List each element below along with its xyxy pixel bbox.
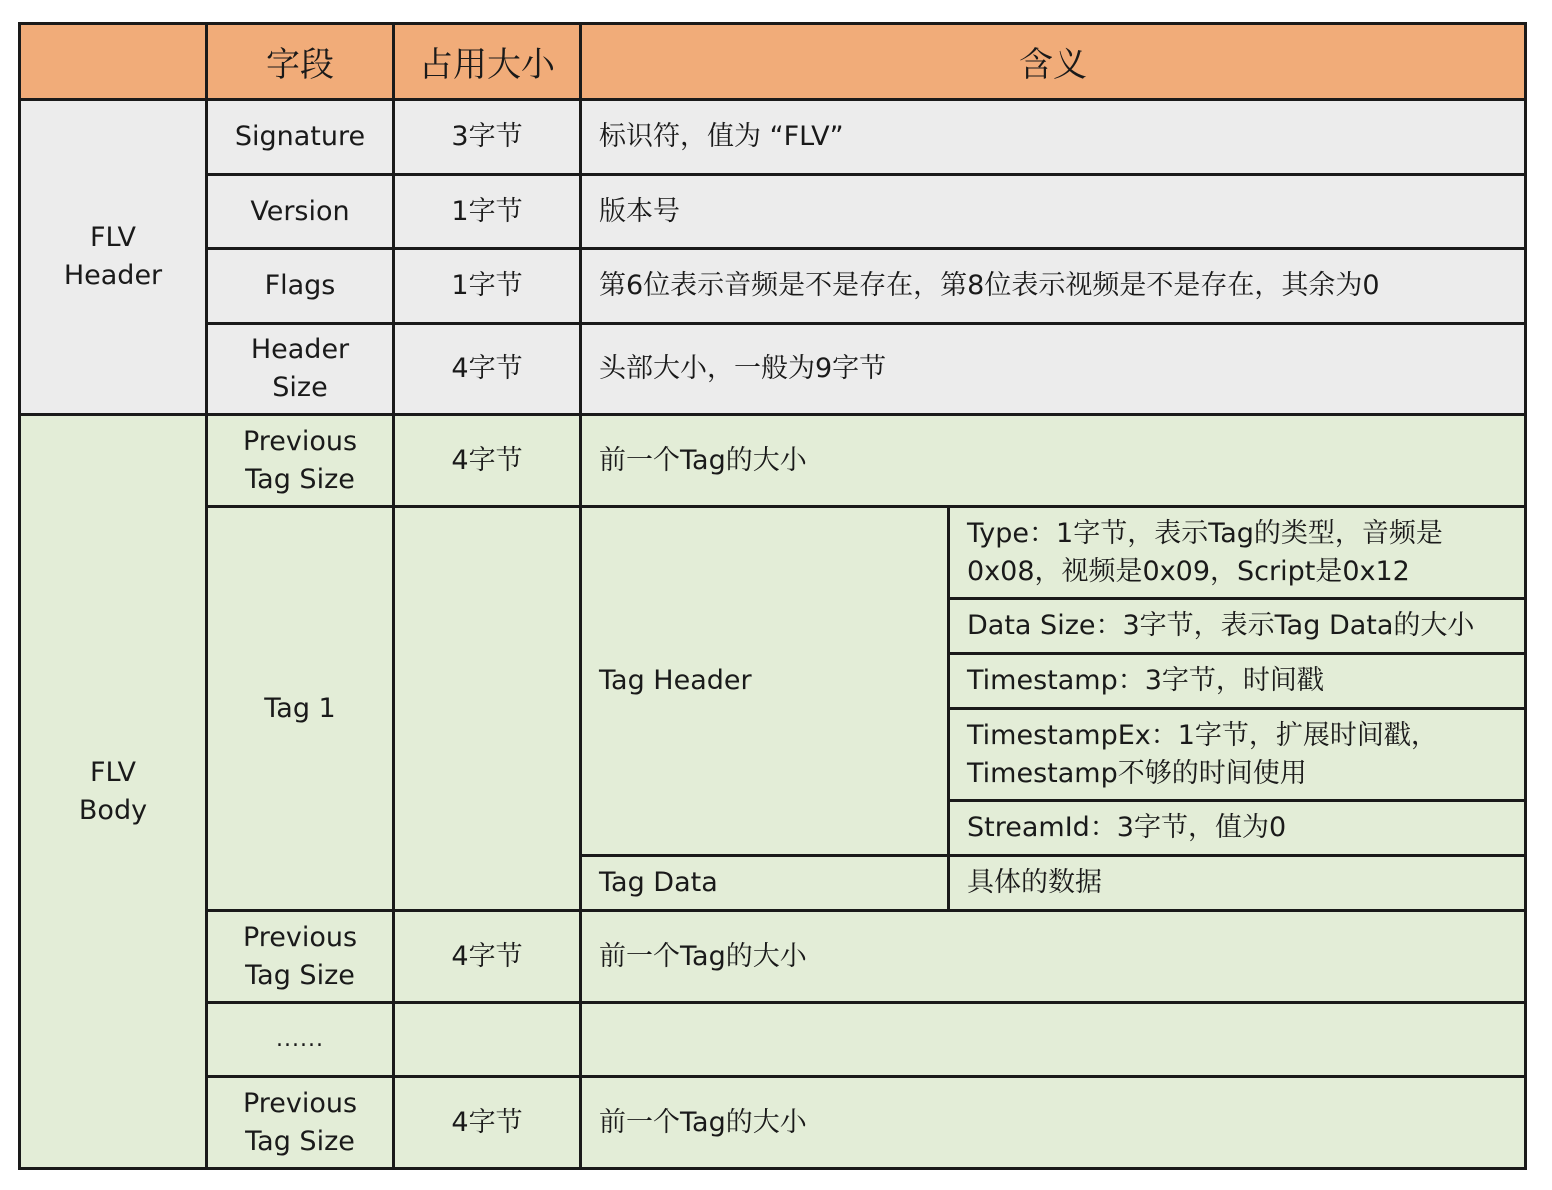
- field-previous-tag-size: Previous Tag Size: [207, 1077, 394, 1169]
- field-signature: Signature: [207, 100, 394, 175]
- meaning-header-size: 头部大小，一般为9字节: [581, 324, 1526, 415]
- size-header-size: 4字节: [394, 324, 581, 415]
- field-tag-1: Tag 1: [207, 507, 394, 911]
- meaning-version: 版本号: [581, 175, 1526, 249]
- table-row: [20, 415, 1526, 507]
- tag-header-stream-id: StreamId：3字节，值为0: [949, 801, 1526, 856]
- table-row: [20, 507, 1526, 599]
- table-row: [20, 324, 1526, 415]
- field-ellipsis: ......: [207, 1003, 394, 1077]
- meaning-ellipsis: [581, 1003, 1526, 1077]
- header-meaning: 含义: [581, 24, 1526, 100]
- size-signature: 3字节: [394, 100, 581, 175]
- tag-header-timestamp-ex: TimestampEx：1字节，扩展时间戳， Timestamp不够的时间使用: [949, 709, 1526, 801]
- meaning-previous-tag-size: 前一个Tag的大小: [581, 1077, 1526, 1169]
- size-flags: 1字节: [394, 249, 581, 324]
- table-row: [20, 100, 1526, 175]
- tag-header-data-size: Data Size：3字节，表示Tag Data的大小: [949, 599, 1526, 654]
- size-previous-tag-size: 4字节: [394, 911, 581, 1003]
- size-tag-1: [394, 507, 581, 911]
- flv-format-table: [18, 22, 1527, 1170]
- table-row: [20, 175, 1526, 249]
- size-ellipsis: [394, 1003, 581, 1077]
- field-header-size: Header Size: [207, 324, 394, 415]
- table-row: [20, 1077, 1526, 1169]
- field-previous-tag-size: Previous Tag Size: [207, 911, 394, 1003]
- section-flv-body: FLV Body: [20, 415, 207, 1169]
- meaning-signature: 标识符，值为 “FLV”: [581, 100, 1526, 175]
- field-version: Version: [207, 175, 394, 249]
- meaning-flags: 第6位表示音频是不是存在，第8位表示视频是不是存在，其余为0: [581, 249, 1526, 324]
- table-row: [20, 249, 1526, 324]
- size-version: 1字节: [394, 175, 581, 249]
- tag-header-label: Tag Header: [581, 507, 949, 856]
- tag-header-timestamp: Timestamp：3字节，时间戳: [949, 654, 1526, 709]
- header-field: 字段: [207, 24, 394, 100]
- field-flags: Flags: [207, 249, 394, 324]
- field-previous-tag-size: Previous Tag Size: [207, 415, 394, 507]
- header-blank-cell: [20, 24, 207, 100]
- meaning-previous-tag-size: 前一个Tag的大小: [581, 911, 1526, 1003]
- section-flv-header: FLV Header: [20, 100, 207, 415]
- meaning-previous-tag-size: 前一个Tag的大小: [581, 415, 1526, 507]
- table-row: [20, 911, 1526, 1003]
- size-previous-tag-size: 4字节: [394, 415, 581, 507]
- table-row: [20, 1003, 1526, 1077]
- table-header-row: [20, 24, 1526, 100]
- tag-data-label: Tag Data: [581, 856, 949, 911]
- size-previous-tag-size: 4字节: [394, 1077, 581, 1169]
- tag-data-meaning: 具体的数据: [949, 856, 1526, 911]
- header-size: 占用大小: [394, 24, 581, 100]
- tag-header-type: Type：1字节，表示Tag的类型，音频是 0x08，视频是0x09，Script是0x12: [949, 507, 1526, 599]
